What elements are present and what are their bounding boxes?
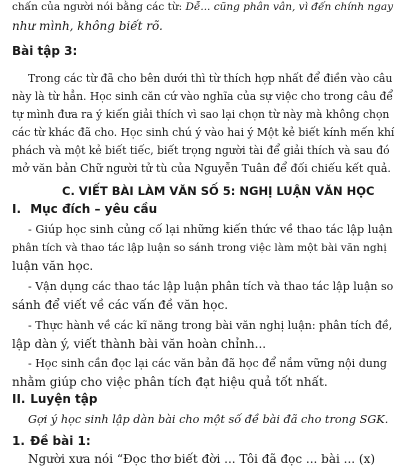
subsection-number: 1. — [12, 434, 25, 448]
body-line: luận văn học. — [12, 259, 94, 273]
body-line: phân tích và thao tác lập luận so sánh trong việc làm một bài văn nghị — [12, 242, 387, 254]
subsection-title: Mục đích – yêu cầu — [30, 202, 158, 216]
subsection-heading — [12, 432, 91, 450]
subsection-number: I. — [12, 202, 22, 216]
exercise-line: các từ khác đã cho. Học sinh chú ý vào hai ý Một kẻ biết kính mến khí — [12, 126, 395, 139]
body-line: như mình, không biết rõ. — [12, 19, 163, 33]
body-text: chấn của người nói bằng các từ: — [12, 1, 186, 13]
subsection-number: II. — [12, 392, 26, 406]
exercise-line: phách và một kẻ biết tiếc, biết trọng người tài để giải thích và sau đó — [12, 144, 390, 157]
body-line — [12, 0, 393, 16]
body-line: nhằm giúp cho việc phân tích đạt hiệu quả tốt nhất. — [12, 375, 328, 389]
subsection-title: Đề bài 1: — [30, 434, 91, 448]
subsection-title: Luyện tập — [30, 392, 98, 406]
body-line: - Học sinh cần đọc lại các văn bản đã học để nắm vững nội dung — [28, 357, 387, 370]
body-line: - Giúp học sinh củng cố lại những kiến thức về thao tác lập luận — [28, 223, 393, 236]
exercise-line: mở văn bản Chữ người tử tù của Nguyễn Tuân để đối chiếu kết quả. — [12, 162, 391, 175]
subsection-heading — [12, 200, 157, 218]
body-line: - Thực hành về các kĩ năng trong bài văn nghị luận: phân tích đề, — [28, 319, 393, 332]
section-heading: C. VIẾT BÀI LÀM VĂN SỐ 5: NGHỊ LUẬN VĂN HỌC — [62, 184, 375, 198]
subsection-heading — [12, 390, 97, 408]
quoted-phrase: Dễ... cũng phân vân, vì đến chính ngay — [185, 1, 394, 13]
exercise-line: này là từ hẳn. Học sinh căn cứ vào nghĩa của sự việc cho trong câu để — [12, 90, 394, 103]
body-line: Người xưa nói “Đọc thơ biết đời ... Tôi đã đọc ... bài ... (x) — [28, 452, 376, 466]
exercise-line: Trong các từ đã cho bên dưới thì từ thích hợp nhất để điền vào câu — [28, 72, 393, 85]
exercise-heading: Bài tập 3: — [12, 44, 78, 58]
exercise-line: tự mình đưa ra ý kiến giải thích vì sao lại chọn từ này mà không chọn — [12, 108, 390, 121]
body-line: - Vận dụng các thao tác lập luận phân tích và thao tác lập luận so — [28, 280, 394, 293]
body-line: sánh để viết về các vấn đề văn học. — [12, 298, 229, 312]
body-line: Gợi ý học sinh lập dàn bài cho một số đề bài đã cho trong SGK. — [28, 413, 389, 426]
body-line: lập dàn ý, viết thành bài văn hoàn chỉnh... — [12, 337, 267, 351]
